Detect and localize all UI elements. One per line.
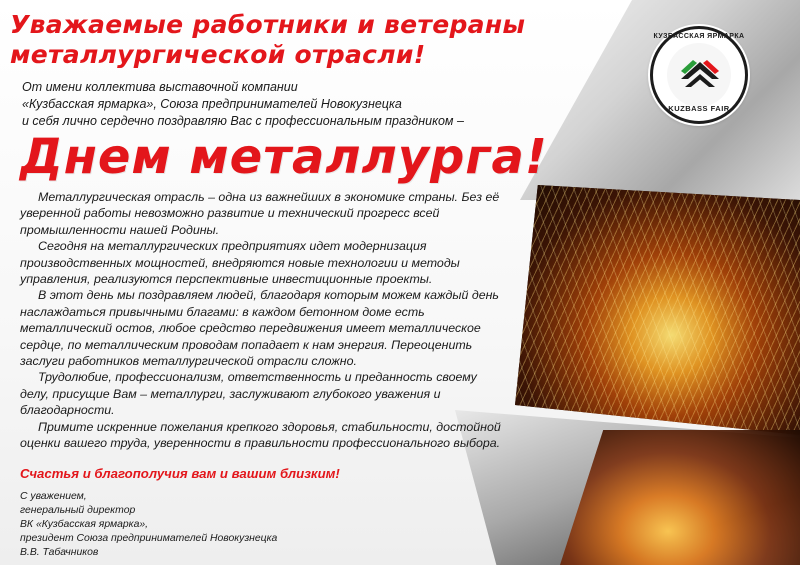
logo-top-text: КУЗБАССКАЯ ЯРМАРКА — [653, 33, 745, 40]
intro-line-2: «Кузбасская ярмарка», Союза предпринимателей Новокузнецка — [22, 97, 402, 111]
wish-line: Счастья и благополучия вам и вашим близким! — [20, 466, 340, 481]
intro-line-1: От имени коллектива выставочной компании — [22, 80, 298, 94]
body-paragraph: В этот день мы поздравляем людей, благодаря которым можем каждый день наслаждаться привычными благами: в каждом бетонном доме есть металлический остов, любое средство передвижения имеет металлическое сердце, по металлическим проводам попадает к нам энергия. Переоценить заслуги работников металлургической отрасли сложно. — [20, 288, 499, 369]
intro-line-3: и себя лично сердечно поздравляю Вас с профессиональным праздником – — [22, 114, 464, 128]
signature-line: президент Союза предпринимателей Новокузнецка — [20, 533, 278, 544]
greeting-body — [20, 189, 502, 452]
intro-text — [22, 79, 542, 130]
kuzbass-fair-logo — [650, 26, 748, 124]
headline — [10, 10, 570, 70]
signature-line: генеральный директор — [20, 505, 136, 516]
signature-block — [20, 490, 380, 560]
signature-line: ВК «Кузбасская ярмарка», — [20, 519, 149, 530]
headline-line-2: металлургической отрасли! — [10, 40, 426, 69]
signature-line: С уважением, — [20, 491, 87, 502]
logo-bottom-text: KUZBASS FAIR — [668, 104, 730, 113]
body-paragraph: Трудолюбие, профессионализм, ответственность и преданность своему делу, присущие Вам – металлурги, заслуживают глубокого уважения и благодарности. — [20, 370, 477, 418]
signature-line: В.В. Табачников — [20, 547, 99, 558]
body-paragraph: Примите искренние пожелания крепкого здоровья, стабильности, достойной оценки вашего труда, уверенности в правильности профессионального выбора. — [20, 419, 501, 451]
chevron-emblem-icon — [679, 57, 721, 93]
logo-emblem — [667, 43, 731, 107]
body-paragraph: Металлургическая отрасль – одна из важнейших в экономике страны. Без её уверенной работы невозможно развитие и технический прогресс всей промышленности нашей Родины. — [20, 190, 500, 237]
holiday-title: Днем металлурга! — [20, 129, 548, 185]
sparks-photo — [515, 185, 800, 435]
body-paragraph: Сегодня на металлургических предприятиях идет модернизация производственных мощностей, внедряются новые технологии и методы управления, реализуются перспективные инвестиционные проекты. — [20, 239, 460, 287]
headline-line-1: Уважаемые работники и ветераны — [10, 10, 526, 39]
